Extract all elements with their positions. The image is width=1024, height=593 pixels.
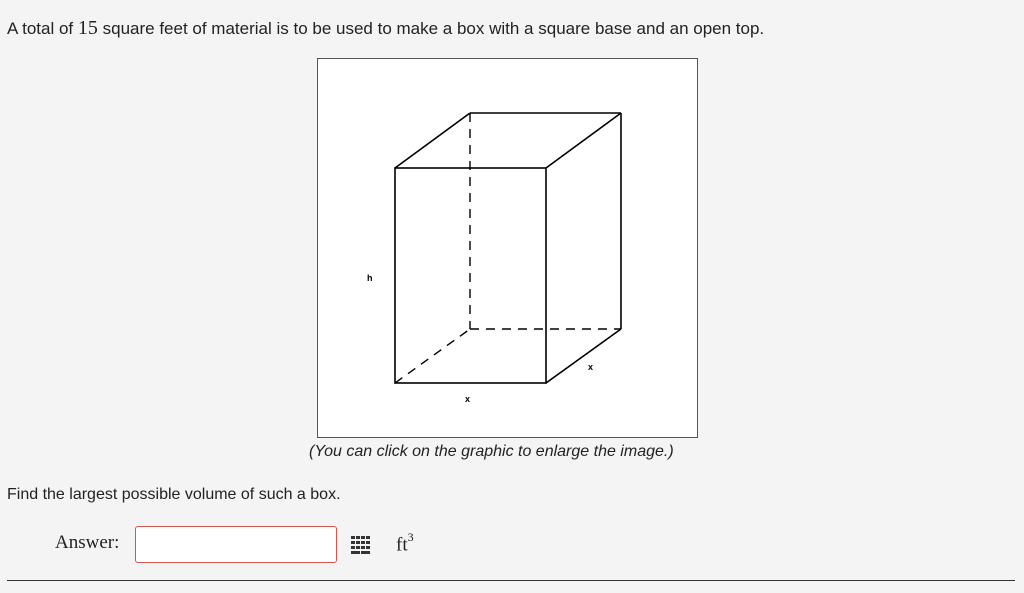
unit-exponent: 3: [407, 530, 414, 544]
box-hidden-left-bottom-edge: [395, 329, 470, 383]
keypad-grid-icon: [351, 536, 371, 554]
area-value: 15: [77, 17, 98, 39]
figure-caption: (You can click on the graphic to enlarge the image.): [309, 443, 674, 460]
label-x-side: x: [588, 362, 594, 372]
label-x-front: x: [465, 394, 471, 404]
box-top-right-edge: [546, 113, 621, 168]
problem-statement: [7, 17, 764, 40]
section-divider: [7, 580, 1015, 581]
box-top-left-edge: [395, 113, 470, 168]
label-h: h: [367, 273, 373, 283]
box-bottom-right-edge: [546, 329, 621, 383]
box-diagram[interactable]: [317, 58, 698, 438]
problem-text-after: square feet of material is to be used to make a box with a square base and an open top.: [97, 19, 765, 38]
question-text: Find the largest possible volume of such a box.: [7, 486, 341, 503]
box-diagram-svg: [318, 59, 697, 437]
answer-label: Answer:: [55, 532, 120, 553]
unit-base: ft: [396, 534, 408, 556]
answer-input[interactable]: [135, 526, 337, 563]
problem-text-before: A total of: [7, 19, 78, 38]
answer-unit: [396, 532, 414, 556]
keypad-button[interactable]: [351, 536, 371, 554]
